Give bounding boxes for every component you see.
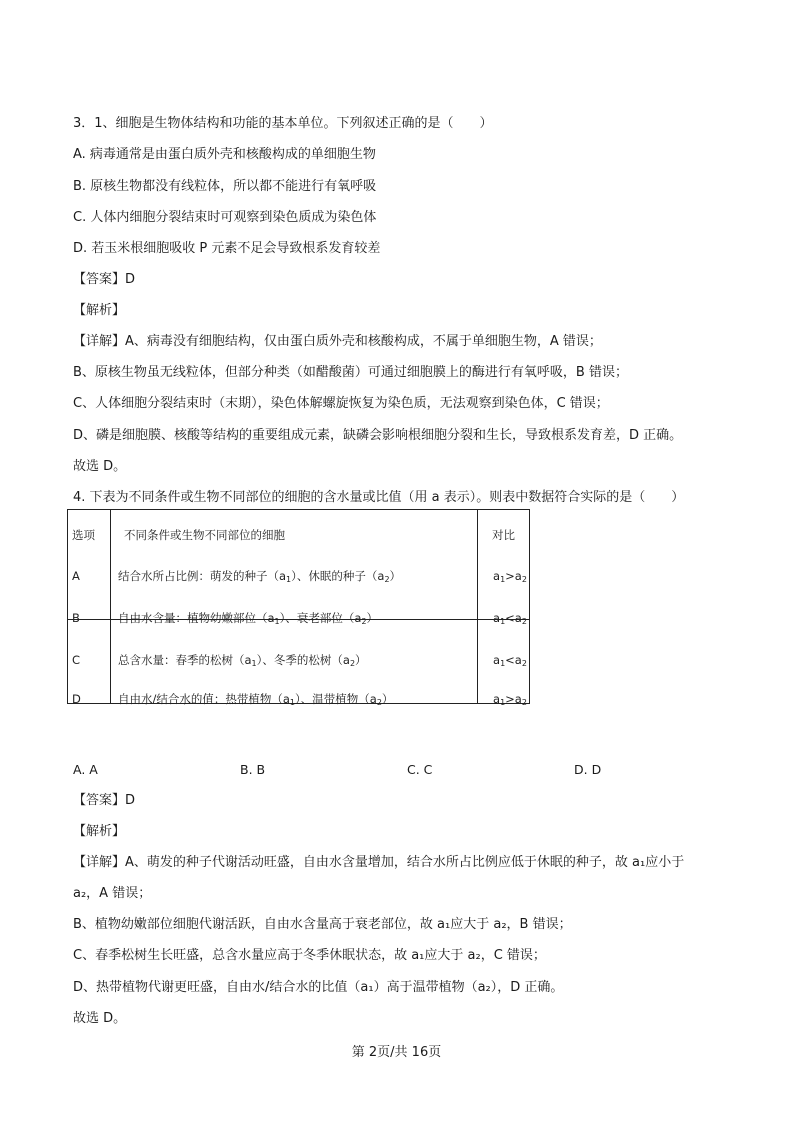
row-option: C (72, 653, 81, 667)
q3-option-b: B. 原核生物都没有线粒体，所以都不能进行有氧呼吸 (73, 179, 377, 194)
q4-choice-c: C. C (407, 762, 433, 777)
q3-detail-d: D、磷是细胞膜、核酸等结构的重要组成元素，缺磷会影响根细胞分裂和生长，导致根系发育差，D 正确。 (73, 428, 683, 443)
row-description: 自由水含量：植物幼嫩部位$(a_1)$、衰老部位$(a_2)$ (118, 611, 379, 626)
table-left-border (67, 509, 68, 704)
q4-detail-d: D、热带植物代谢更旺盛，自由水/结合水的比值（a₁）高于温带植物（a₂），D 正确。 (73, 980, 564, 995)
q4-detail-b: B、植物幼嫩部位细胞代谢活跃，自由水含量高于衰老部位，故 a₁应大于 a₂，B 错误； (73, 917, 572, 932)
q3-detail-a (73, 334, 602, 350)
q4-detail-c: C、春季松树生长旺盛，总含水量应高于冬季休眠状态，故 a₁应大于 a₂，C 错误； (73, 948, 546, 963)
q4-detail-a-cont: a₂，A 错误； (73, 886, 152, 901)
q3-analysis-label: 【解析】 (73, 303, 126, 318)
detail-text: A、病毒没有细胞结构，仅由蛋白质外壳和核酸构成，不属于单细胞生物，A 错误； (125, 334, 602, 349)
table-col-divider-1 (110, 509, 111, 704)
row-option: B (72, 611, 80, 625)
table-top-border (67, 509, 530, 510)
table-right-border (529, 509, 530, 704)
page-footer: 第 2页/共 16页 (351, 1045, 442, 1060)
q4-analysis-label: 【解析】 (73, 824, 126, 839)
q3-conclusion: 故选 D。 (73, 459, 127, 474)
q4-choice-b: B. B (240, 762, 266, 777)
q4-choice-a: A. A (73, 762, 98, 777)
q3-stem: 3．1、细胞是生物体结构和功能的基本单位。下列叙述正确的是（ ） (73, 116, 493, 131)
row-option: A (72, 569, 80, 583)
q3-option-d: D. 若玉米根细胞吸收 P 元素不足会导致根系发育较差 (73, 241, 381, 256)
answer-label: 【答案】 (73, 272, 126, 287)
row-description: 总含水量：春季的松树$(a_1)$、冬季的松树$(a_2)$ (118, 653, 367, 668)
q3-option-a: A. 病毒通常是由蛋白质外壳和核酸构成的单细胞生物 (73, 147, 376, 162)
q3-detail-b: B、原核生物虽无线粒体，但部分种类（如醋酸菌）可通过细胞膜上的酶进行有氧呼吸，B 错误； (73, 365, 628, 380)
row-compare: $a_1<a_2$ (493, 653, 527, 668)
q3-option-c: C. 人体内细胞分裂结束时可观察到染色质成为染色体 (73, 210, 377, 225)
q4-conclusion: 故选 D。 (73, 1011, 127, 1026)
detail-label: 【详解】 (73, 855, 126, 870)
answer-value: D (125, 272, 136, 287)
q4-answer (73, 793, 135, 809)
detail-text: A、萌发的种子代谢活动旺盛，自由水含量增加，结合水所占比例应低于休眠的种子，故 a₁应小于 (125, 855, 685, 870)
table-header-compare: 对比 (492, 528, 515, 542)
detail-label: 【详解】 (73, 334, 126, 349)
q4-detail-a (73, 855, 684, 871)
q3-answer (73, 272, 135, 288)
table-col-divider-2 (477, 509, 478, 704)
q4-choice-d: D. D (574, 762, 602, 777)
row-option: D (72, 692, 81, 706)
row-compare: $a_1>a_2$ (493, 692, 527, 707)
row-description: 结合水所占比例：萌发的种子$(a_1)$、休眠的种子$(a_2)$ (118, 569, 402, 584)
table-header-cells: 不同条件或生物不同部位的细胞 (124, 528, 285, 542)
q3-detail-c: C、人体细胞分裂结束时（末期），染色体解螺旋恢复为染色质，无法观察到染色体，C 错误； (73, 396, 609, 411)
q4-stem: 4. 下表为不同条件或生物不同部位的细胞的含水量或比值（用 a 表示）。则表中数据符合实际的是（ ） (73, 490, 685, 505)
answer-label: 【答案】 (73, 793, 126, 808)
table-header-option: 选项 (72, 528, 95, 542)
row-description: 自由水/结合水的值：热带植物$(a_1)$、温带植物$(a_2)$ (118, 692, 394, 707)
row-compare: $a_1<a_2$ (493, 611, 527, 626)
answer-value: D (125, 793, 136, 808)
row-compare: $a_1>a_2$ (493, 569, 527, 584)
